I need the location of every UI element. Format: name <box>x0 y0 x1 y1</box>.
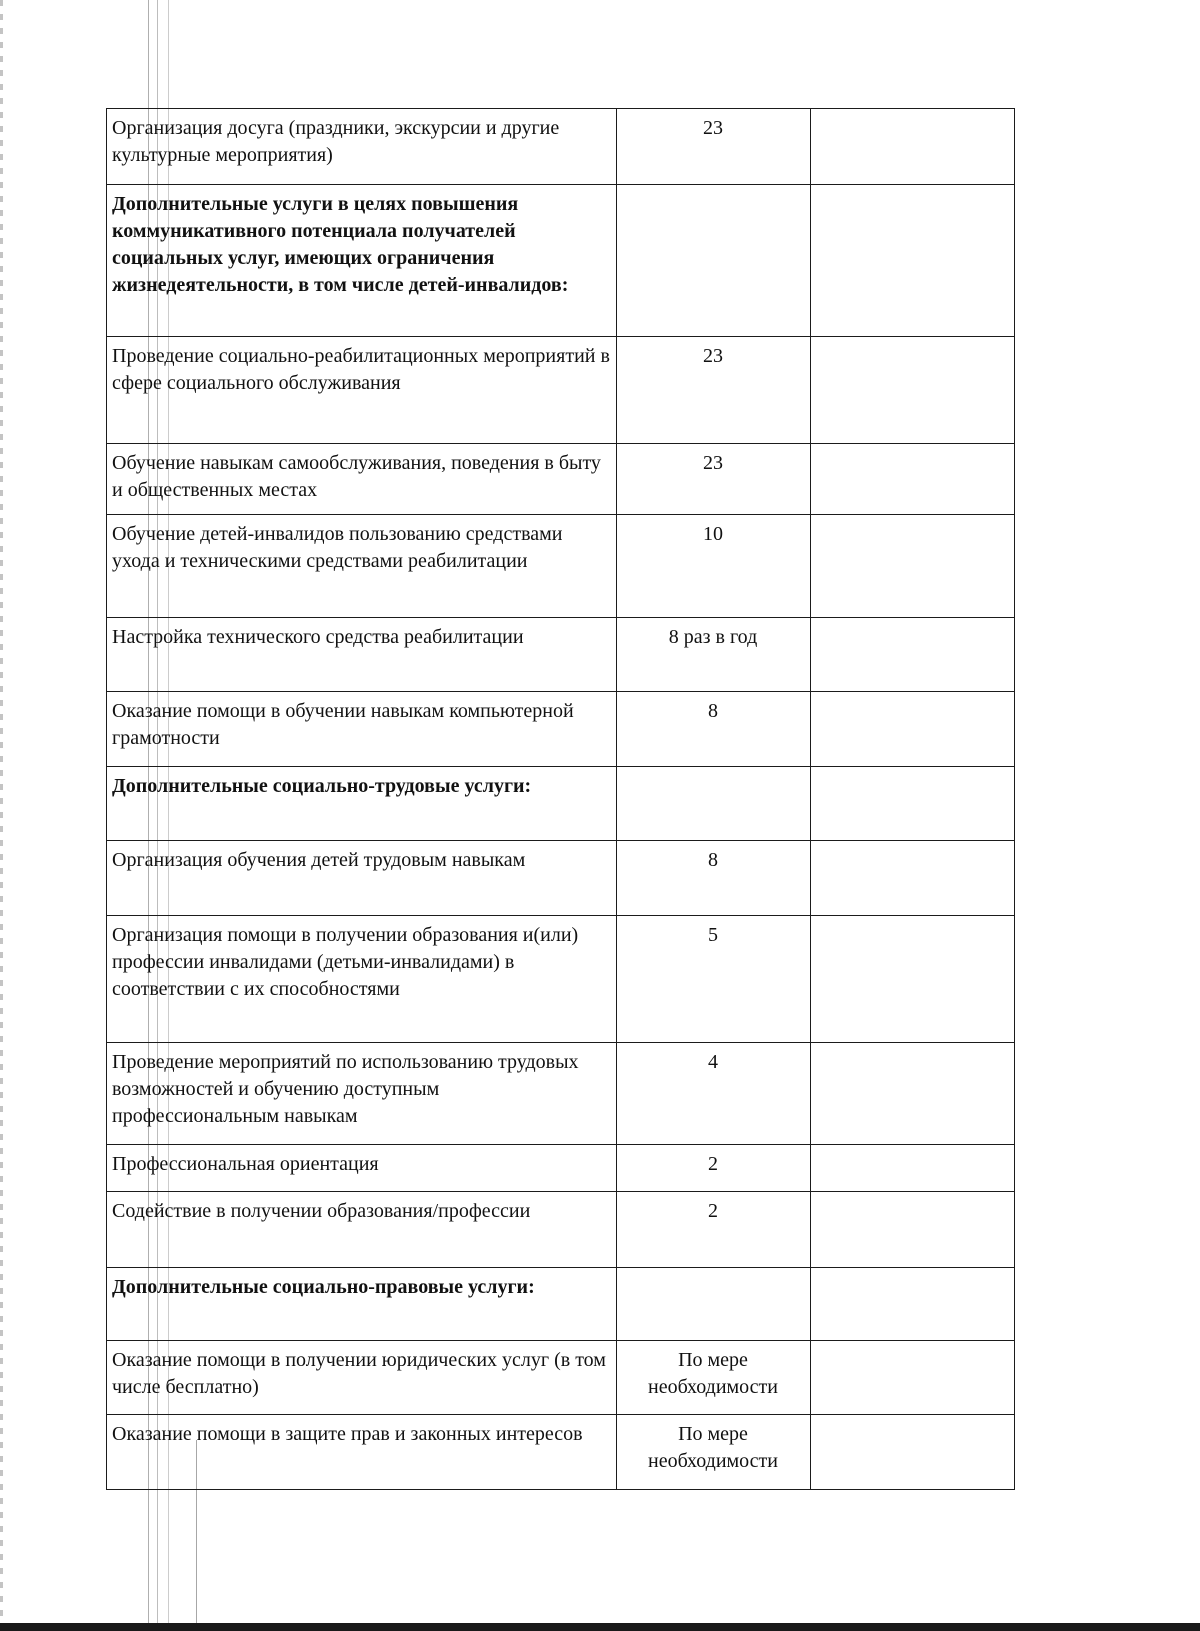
service-value-cell <box>617 767 811 841</box>
service-name-cell: Обучение навыкам самообслуживания, поведения в быту и общественных местах <box>107 444 617 515</box>
service-name-cell: Обучение детей-инвалидов пользованию средствами ухода и техническими средствами реабилитации <box>107 515 617 618</box>
service-extra-cell <box>811 841 1015 916</box>
service-value-cell: 23 <box>617 444 811 515</box>
section-header-row <box>107 767 1015 841</box>
service-value-cell <box>617 185 811 337</box>
table-row <box>107 692 1015 767</box>
section-title-cell: Дополнительные социально-правовые услуги: <box>107 1268 617 1341</box>
service-name-cell: Проведение мероприятий по использованию трудовых возможностей и обучению доступным профессиональным навыкам <box>107 1043 617 1145</box>
service-extra-cell <box>811 109 1015 185</box>
service-value-cell <box>617 1268 811 1341</box>
section-header-row <box>107 185 1015 337</box>
service-extra-cell <box>811 185 1015 337</box>
service-extra-cell <box>811 1192 1015 1268</box>
table-row <box>107 1415 1015 1490</box>
service-value-cell: По мере необходимости <box>617 1415 811 1490</box>
table-row <box>107 1192 1015 1268</box>
section-title-cell: Дополнительные социально-трудовые услуги: <box>107 767 617 841</box>
service-name-cell: Организация помощи в получении образования и(или) профессии инвалидами (детьми-инвалидами) в соответствии с их способностями <box>107 916 617 1043</box>
service-value-cell: 10 <box>617 515 811 618</box>
service-name-cell: Проведение социально-реабилитационных мероприятий в сфере социального обслуживания <box>107 337 617 444</box>
service-value-cell: 8 раз в год <box>617 618 811 692</box>
service-name-cell: Оказание помощи в защите прав и законных интересов <box>107 1415 617 1490</box>
service-extra-cell <box>811 1145 1015 1192</box>
service-value-cell: По мере необходимости <box>617 1341 811 1415</box>
scan-edge-artifact <box>0 0 3 1631</box>
service-value-cell: 4 <box>617 1043 811 1145</box>
table-row <box>107 841 1015 916</box>
services-table <box>106 108 1015 1490</box>
table-row <box>107 109 1015 185</box>
scan-bottom-edge <box>0 1623 1200 1631</box>
section-header-row <box>107 1268 1015 1341</box>
service-extra-cell <box>811 1268 1015 1341</box>
service-value-cell: 23 <box>617 109 811 185</box>
table-row <box>107 1341 1015 1415</box>
service-value-cell: 8 <box>617 841 811 916</box>
service-name-cell: Организация досуга (праздники, экскурсии и другие культурные мероприятия) <box>107 109 617 185</box>
service-name-cell: Оказание помощи в обучении навыкам компьютерной грамотности <box>107 692 617 767</box>
service-extra-cell <box>811 1341 1015 1415</box>
service-extra-cell <box>811 444 1015 515</box>
service-name-cell: Организация обучения детей трудовым навыкам <box>107 841 617 916</box>
table-row <box>107 515 1015 618</box>
table-row <box>107 916 1015 1043</box>
service-value-cell: 8 <box>617 692 811 767</box>
table-row <box>107 337 1015 444</box>
service-name-cell: Профессиональная ориентация <box>107 1145 617 1192</box>
services-table-body <box>107 109 1015 1490</box>
table-row <box>107 618 1015 692</box>
service-name-cell: Содействие в получении образования/профессии <box>107 1192 617 1268</box>
service-extra-cell <box>811 1043 1015 1145</box>
table-row <box>107 1043 1015 1145</box>
service-value-cell: 2 <box>617 1192 811 1268</box>
service-value-cell: 5 <box>617 916 811 1043</box>
table-row <box>107 444 1015 515</box>
service-name-cell: Настройка технического средства реабилитации <box>107 618 617 692</box>
service-extra-cell <box>811 618 1015 692</box>
service-value-cell: 2 <box>617 1145 811 1192</box>
service-extra-cell <box>811 692 1015 767</box>
service-name-cell: Оказание помощи в получении юридических услуг (в том числе бесплатно) <box>107 1341 617 1415</box>
service-value-cell: 23 <box>617 337 811 444</box>
section-title-cell: Дополнительные услуги в целях повышения коммуникативного потенциала получателей социальных услуг, имеющих ограничения жизнедеятельности, в том числе детей-инвалидов: <box>107 185 617 337</box>
service-extra-cell <box>811 337 1015 444</box>
service-extra-cell <box>811 1415 1015 1490</box>
service-extra-cell <box>811 515 1015 618</box>
table-row <box>107 1145 1015 1192</box>
service-extra-cell <box>811 767 1015 841</box>
service-extra-cell <box>811 916 1015 1043</box>
